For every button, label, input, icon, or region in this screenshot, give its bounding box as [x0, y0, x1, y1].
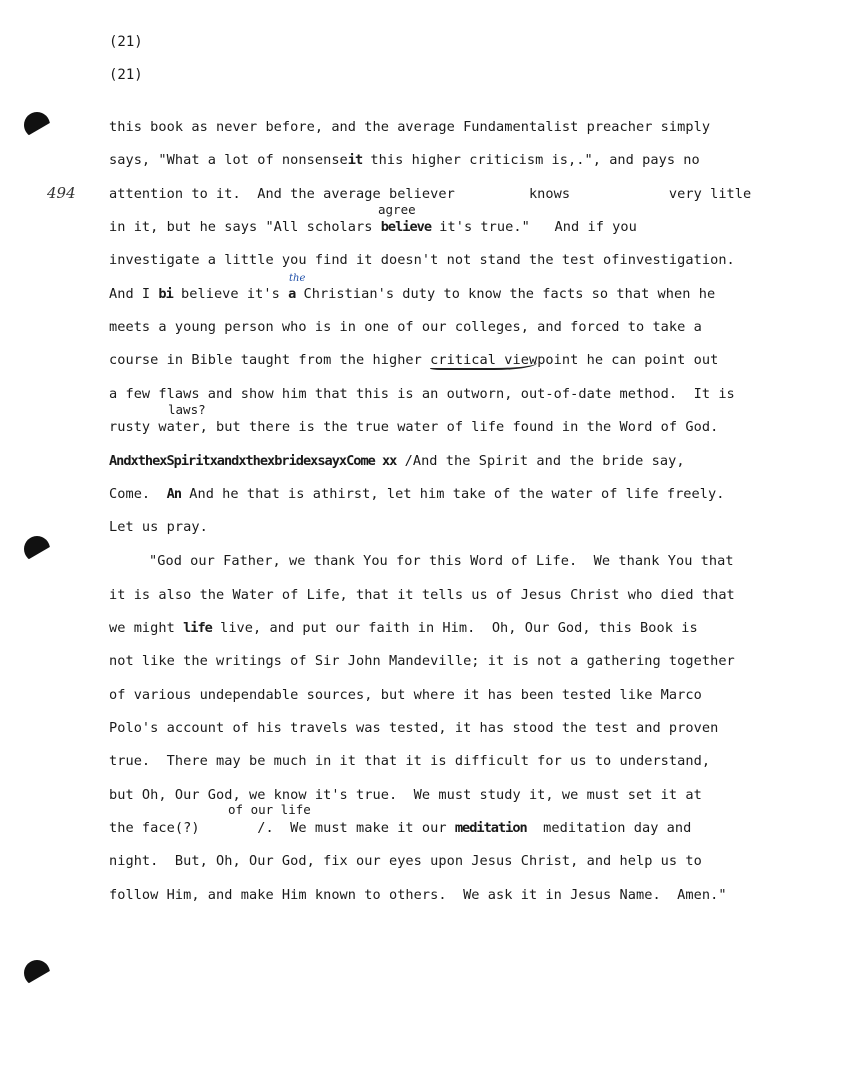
annotation-laws: laws? — [168, 402, 206, 417]
struck-text: it — [347, 152, 363, 168]
punch-hole-bottom — [24, 960, 50, 986]
text-line-5: investigate a little you find it doesn't not stand the test ofinvestigation. — [109, 252, 735, 268]
text-line-3: attention to it. And the average believer knows very litle — [109, 186, 752, 202]
underlined-text: critical view — [430, 352, 538, 368]
prayer-line-7: true. There may be much in it that it is difficult for us to understand, — [109, 753, 711, 769]
margin-note: 494 — [47, 184, 76, 202]
prayer-line-3: we might life live, and put our faith in Him. Oh, Our God, this Book is — [109, 620, 698, 636]
struck-text: life — [183, 620, 212, 636]
struck-text: meditation — [454, 820, 527, 836]
text-line-8: course in Bible taught from the higher critical viewpoint he can point out — [109, 352, 719, 368]
text-line-2: says, "What a lot of nonsenseit this higher criticism is,.", and pays no — [109, 152, 700, 168]
text-line-7: meets a young person who is in one of our colleges, and forced to take a — [109, 319, 702, 335]
prayer-line-1: "God our Father, we thank You for this Word of Life. We thank You that — [149, 553, 734, 569]
prayer-line-5: of various undependable sources, but where it has been tested like Marco — [109, 687, 702, 703]
text-line-6: And I bi believe it's a Christian's duty to know the facts so that when he — [109, 286, 716, 302]
prayer-line-4: not like the writings of Sir John Mandeville; it is not a gathering together — [109, 653, 735, 669]
prayer-line-6: Polo's account of his travels was tested, it has stood the test and proven — [109, 720, 719, 736]
prayer-line-10: night. But, Oh, Our God, fix our eyes upon Jesus Christ, and help us to — [109, 853, 702, 869]
prayer-line-2: it is also the Water of Life, that it tells us of Jesus Christ who died that — [109, 587, 735, 603]
page-number-repeat: (21) — [109, 67, 143, 83]
struck-text: An — [166, 486, 182, 502]
text-line-10: rusty water, but there is the true water of life found in the Word of God. — [109, 419, 719, 435]
struck-text: AndxthexSpiritxandxthexbridexsayxCome xx — [109, 453, 397, 469]
text-line-12: Come. An And he that is athirst, let him take of the water of life freely. — [109, 486, 725, 502]
annotation-of-our-life: of our life — [228, 802, 311, 817]
punch-hole-top — [24, 112, 50, 138]
annotation-agree: agree — [378, 202, 416, 217]
prayer-line-8: but Oh, Our God, we know it's true. We must study it, we must set it at — [109, 787, 702, 803]
punch-hole-middle — [24, 536, 50, 562]
page-number: (21) — [109, 34, 143, 50]
text-line-9: a few flaws and show him that this is an outworn, out-of-date method. It is — [109, 386, 735, 402]
text-line-13: Let us pray. — [109, 519, 208, 535]
text-line-11: AndxthexSpiritxandxthexbridexsayxCome xx /And the Spirit and the bride say, — [109, 453, 685, 469]
struck-text: bi — [158, 286, 173, 302]
text-line-1: this book as never before, and the average Fundamentalist preacher simply — [109, 119, 711, 135]
annotation-the: the — [289, 273, 306, 284]
prayer-line-9: the face(?) /. We must make it our meditation meditation day and — [109, 820, 692, 836]
prayer-line-11: follow Him, and make Him known to others. We ask it in Jesus Name. Amen." — [109, 887, 727, 903]
struck-text: a — [288, 286, 296, 302]
text-line-4: in it, but he says "All scholars believe it's true." And if you — [109, 219, 637, 235]
struck-text: believe — [380, 219, 432, 235]
